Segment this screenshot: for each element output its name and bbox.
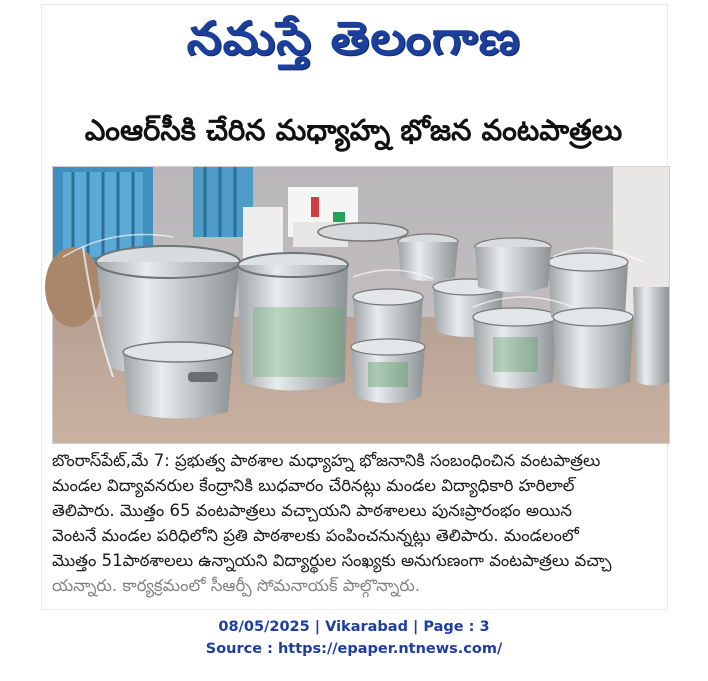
source-url: Source : https://epaper.ntnews.com/ <box>205 641 503 657</box>
body-line: వెంటనే మండల పరిధిలోని ప్రతి పాఠశాలకు పంపించనున్నట్లు తెలిపారు. మండలంలో <box>52 526 579 545</box>
body-line: తెలిపారు. మొత్తం 65 వంటపాత్రలు వచ్చాయని పాఠశాలలు పునఃప్రారంభం అయిన <box>52 501 572 520</box>
body-line: మొత్తం 51పాఠశాలలు ఉన్నాయని విద్యార్థుల సంఖ్యకు అనుగుణంగా వంటపాత్రలు వచ్చా <box>52 551 612 570</box>
masthead-logo-text: నమస్తే తెలంగాణ <box>186 11 521 65</box>
body-line-cut: యన్నారు. కార్యక్రమంలో సీఆర్పీ సోమనాయక్ పాల్గొన్నారు. <box>52 576 421 595</box>
article-body <box>52 448 668 604</box>
date-edition-page: 08/05/2025 | Vikarabad | Page : 3 <box>218 619 490 635</box>
article-headline <box>41 104 666 156</box>
headline-text: ఎంఆర్‌సీకి చేరిన మధ్యాహ్న భోజన వంటపాత్రలు <box>84 113 623 147</box>
newspaper-masthead <box>41 6 666 70</box>
source-footer <box>0 616 708 660</box>
article-photo <box>52 166 670 444</box>
body-line: మండల విద్యావనరుల కేంద్రానికి బుధవారం చేరినట్లు మండల విద్యాధికారి హరిలాల్ <box>52 476 575 495</box>
cooking-vessels-photo <box>53 167 669 443</box>
body-line: బొంరాస్‌పేట్,మే 7: ప్రభుత్వ పాఠశాల మధ్యాహ్న భోజనానికి సంబంధించిన వంటపాత్రలు <box>52 451 601 470</box>
